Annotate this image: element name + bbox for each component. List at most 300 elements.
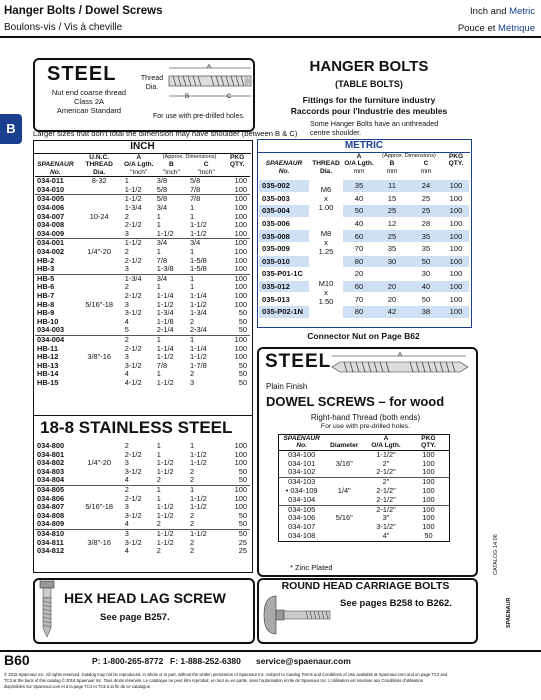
inch-dim-b: 2-1/4 (156, 325, 174, 335)
dowel-qty: 100 (422, 522, 435, 532)
inch-dim-c: 7/8 (189, 184, 201, 194)
ss-part-no: 034-807 (37, 502, 65, 512)
inch-dim-b: 3/4 (155, 239, 188, 248)
inch-dim-c: 1 (189, 211, 195, 221)
metric-dim-c: 40 (409, 280, 443, 293)
col-unit-c: "Inch" (197, 168, 215, 176)
dowel-name: DOWEL SCREWS – for wood (266, 394, 445, 409)
ss-qty: 50 (224, 529, 250, 538)
carriage-bolt-icon (262, 594, 332, 636)
metric-length: 40 (343, 192, 375, 205)
inch-dim-b: 5/8 (156, 184, 168, 194)
inch-part-no: 034-009 (37, 228, 65, 238)
steel-line3: American Standard (56, 106, 122, 115)
inch-dim-b: 1 (156, 369, 161, 379)
col-a: A (136, 154, 142, 161)
inch-dim-c: 1-5/8 (189, 264, 207, 274)
inch-dim-c: 1 (189, 203, 195, 212)
svg-text:A: A (397, 352, 403, 358)
dowel-length: 2-1/2" (364, 505, 408, 514)
ss-dim-c: 1 (189, 441, 195, 450)
inch-dim-c: 7/8 (188, 195, 224, 204)
ss-length: 2 (124, 441, 129, 450)
ss-dim-c: 2 (189, 546, 195, 556)
ss-dim-b: 1 (156, 441, 161, 450)
table-row (35, 353, 250, 362)
metric-length: 60 (343, 230, 375, 243)
footer-rule (0, 650, 541, 652)
ss-dim-b: 1 (155, 485, 188, 494)
inch-part-no: 034-011 (37, 176, 64, 186)
units-metrique-text: Métrique (498, 23, 535, 34)
table-row (35, 301, 250, 310)
steel-title: STEEL (47, 63, 117, 85)
ss-part-no: 034-804 (37, 475, 65, 485)
metric-thread-line: 1.25 (318, 246, 334, 256)
inch-thread (76, 195, 123, 204)
inch-thread (76, 257, 123, 266)
page-title: Hanger Bolts / Dowel Screws (4, 5, 163, 17)
inch-dim-b: 5/8 (155, 195, 188, 204)
ss-qty: 25 (238, 546, 247, 556)
inch-qty: 50 (238, 360, 247, 370)
fitting-en: Fittings for the furniture industry (302, 95, 436, 105)
inch-dim-c: 1-1/2 (189, 228, 207, 238)
dowel-length: 2-1/2" (376, 486, 396, 495)
inch-part-no: 034-007 (37, 211, 65, 221)
inch-dim-c: 1 (189, 246, 195, 256)
mcol-dia: Dia. (319, 167, 333, 175)
metric-part-no: 035-012 (259, 280, 309, 293)
inch-part-no: HB-11 (37, 343, 58, 353)
ss-part-no: 034-802 (37, 458, 65, 468)
table-row (35, 495, 250, 504)
inch-dim-b: 1 (156, 282, 161, 292)
mcol-unit-b: mm (386, 167, 398, 175)
units-metric-text: Metric (509, 6, 535, 17)
inch-thread: 5/16"-18 (85, 299, 114, 309)
footer-email[interactable]: service@spaenaur.com (256, 656, 351, 666)
metric-part-no: 035-P01-1C (259, 268, 309, 281)
ss-length: 4 (124, 519, 129, 529)
steel-line1: Nut end coarse thread (51, 88, 127, 97)
metric-qty: 100 (443, 180, 469, 192)
inch-dim-c: 1-1/2 (189, 352, 207, 362)
table-row (35, 186, 250, 195)
col-olgth: O/A Lgth. (124, 161, 154, 169)
dowel-part-no: 034-107 (288, 522, 316, 532)
fitting-fr: Raccords pour l'Industrie des meubles (290, 106, 448, 116)
inch-dim-b: 1-1/8 (156, 316, 174, 326)
inch-dim-b: 1-1/2 (156, 377, 174, 387)
metric-dim-c: 50 (409, 293, 443, 306)
metric-length: 70 (343, 293, 375, 306)
metric-qty: 100 (443, 192, 469, 205)
ss-dim-c: 1-1/2 (189, 493, 207, 503)
dowel-length: 2-1/2" (376, 467, 396, 477)
ss-length: 3-1/2 (124, 537, 142, 547)
metric-length: 60 (343, 280, 375, 293)
metric-thread-line: M10 (318, 279, 334, 289)
hanger-bolts-subtitle: (TABLE BOLTS) (335, 79, 403, 89)
ss-part-no: 034-805 (35, 485, 76, 494)
shoulder-note: Larger sizes that don't total the dimension may have shoulder (between B & C) (33, 129, 298, 138)
ss-dim-b: 1-1/2 (156, 510, 174, 520)
table-row (35, 485, 250, 494)
ss-dim-c: 1-1/2 (189, 458, 207, 468)
inch-qty: 100 (234, 203, 247, 212)
ss-length: 3-1/2 (124, 510, 142, 520)
table-row (259, 242, 469, 255)
metric-thread-line: x (324, 288, 328, 298)
ss-length: 4 (124, 546, 129, 556)
inch-thread (76, 326, 123, 335)
inch-dim-b: 3/4 (155, 274, 188, 283)
units-pouce-text: Pouce et (457, 23, 499, 34)
mcol-no: No. (278, 167, 290, 175)
inch-part-no: HB-3 (37, 264, 55, 274)
inch-part-no: HB-5 (35, 274, 76, 283)
dowel-part-no: 034-103 (279, 478, 325, 487)
ss-qty: 50 (238, 510, 247, 520)
inch-length: 1 (124, 176, 129, 186)
inch-dim-c: 3/4 (188, 239, 224, 248)
inch-length: 3 (124, 352, 129, 362)
table-row (35, 195, 250, 204)
inch-part-no: HB-2 (37, 255, 55, 265)
dowel-part-no: 034-101 (288, 458, 316, 468)
dowel-diameter (324, 532, 364, 541)
col-c: C (203, 161, 209, 169)
table-row (35, 512, 250, 521)
table-row (35, 221, 250, 230)
inch-qty: 100 (234, 264, 247, 274)
ss-thread (76, 547, 123, 556)
metric-part-no: 035-002 (259, 180, 309, 192)
mcol-approx: (Approx. Dimensions) (382, 153, 436, 159)
col-thread: THREAD (85, 161, 113, 169)
inch-qty: 100 (234, 290, 247, 300)
inch-part-no: HB-10 (37, 316, 59, 326)
metric-qty: 100 (443, 305, 469, 318)
metric-dim-c: 50 (409, 255, 443, 268)
inch-length: 1-3/4 (124, 203, 142, 212)
svg-text:C: C (226, 94, 232, 100)
inch-dim-c: 1-1/2 (189, 220, 207, 230)
table-row (35, 309, 250, 318)
table-row (35, 345, 250, 354)
table-row (259, 255, 469, 268)
metric-thread-line: 1.50 (318, 297, 334, 307)
metric-dim-b: 30 (375, 255, 409, 268)
carriage-title: ROUND HEAD CARRIAGE BOLTS (281, 580, 450, 592)
dowel-qty: 50 (424, 530, 433, 540)
inch-thread (76, 335, 123, 344)
metric-thread-line: 1.00 (318, 202, 334, 212)
inch-header-label: INCH (34, 141, 251, 154)
ss-length: 3-1/2 (124, 466, 142, 476)
inch-dim-c: 2 (189, 316, 195, 326)
inch-part-no: 034-006 (37, 203, 65, 212)
dowel-diameter: 3/16" (335, 458, 353, 468)
inch-dim-b: 1-1/4 (156, 290, 174, 300)
metric-part-no: 035-P02-1N (259, 305, 309, 318)
metric-dim-b: 25 (375, 205, 409, 218)
table-row (35, 326, 250, 335)
dowel-part-no: 034-104 (288, 494, 316, 504)
metric-part-no: 035-008 (259, 230, 309, 243)
inch-part-no: 034-004 (35, 335, 76, 344)
units-inch-text: Inch and (470, 6, 510, 17)
metric-dim-c: 38 (409, 305, 443, 318)
inch-part-no: HB-9 (37, 308, 55, 318)
table-row (35, 335, 250, 344)
dowel-qty: 100 (422, 513, 435, 523)
ss-dim-b: 1-1/2 (156, 458, 174, 468)
ss-thread: 3/8"-16 (87, 537, 111, 547)
metric-qty: 100 (443, 255, 469, 268)
footer-legal-2: TC3 at the back of this catalog © 2018 Spaenaur Inc. Tous droits réservés. Le catalogue ne peut être reproduit, en tout ou en partie, sans l'autorisation écrite de Spaenaur Inc. L'utilisation est soumise aux Conditions d'utilisation (4, 678, 424, 683)
ss-dim-b: 2 (156, 546, 161, 556)
inch-qty: 100 (234, 184, 247, 194)
mcol-c: C (423, 160, 429, 168)
inch-thread (76, 186, 123, 195)
inch-dim-c: 3 (189, 377, 195, 387)
dowel-length: 1-1/2" (376, 449, 396, 459)
ss-thread: 1/4"-20 (87, 458, 111, 468)
inch-length: 2-1/2 (124, 255, 142, 265)
hex-title: HEX HEAD LAG SCREW (64, 590, 226, 606)
dcol-a: A (383, 435, 389, 442)
metric-length: 70 (343, 242, 375, 255)
ss-dim-c: 1 (188, 485, 224, 494)
dowel-length: 2" (364, 478, 408, 487)
dowel-part-no: • 034-109 (285, 486, 318, 495)
inch-qty: 100 (234, 255, 247, 265)
metric-header-label: METRIC (258, 140, 470, 153)
inch-dim-b: 7/8 (156, 255, 168, 265)
inch-length: 2 (124, 211, 129, 221)
inch-part-no: HB-8 (37, 299, 55, 309)
col-pkg: PKG (230, 154, 245, 161)
ss-qty: 50 (238, 466, 247, 476)
connector-note: Connector Nut on Page B62 (307, 331, 420, 341)
dowel-qty: 100 (422, 486, 435, 495)
ss-dim-c: 1-1/2 (188, 529, 224, 538)
inch-part-no: 034-002 (37, 246, 65, 256)
inch-thread (76, 230, 123, 239)
ss-qty: 25 (238, 537, 247, 547)
table-row (279, 532, 450, 541)
inch-length: 3 (124, 299, 129, 309)
dowel-thread-note: Right-hand Thread (both ends) (310, 413, 421, 422)
table-row (35, 177, 250, 186)
inch-qty: 100 (234, 211, 247, 221)
mcol-unit-c: mm (420, 167, 432, 175)
inch-part-no: 034-005 (35, 195, 76, 204)
table-row (35, 468, 250, 477)
inch-qty: 50 (238, 377, 247, 387)
inch-dim-b: 1-1/4 (156, 343, 174, 353)
table-row (35, 248, 250, 257)
dowel-qty: 100 (422, 467, 435, 477)
metric-table-header (259, 153, 469, 175)
ss-length: 2-1/2 (124, 449, 142, 459)
inch-part-no: 034-010 (37, 184, 65, 194)
table-row (259, 180, 469, 192)
steel-note: For use with pre-drilled holes. (153, 113, 245, 120)
inch-dim-c: 1 (188, 274, 224, 283)
ss-qty: 100 (224, 485, 250, 494)
ss-length: 4 (124, 475, 129, 485)
metric-dim-b (375, 268, 409, 281)
metric-thread (309, 217, 343, 267)
ss-dim-c: 1-1/2 (189, 449, 207, 459)
ss-thread: 5/16"-18 (85, 502, 114, 512)
inch-part-no: HB-13 (37, 360, 59, 370)
inch-dim-c: 1-7/8 (189, 360, 207, 370)
ss-part-no: 034-809 (37, 519, 65, 529)
inch-length: 2-1/2 (124, 290, 142, 300)
inch-dim-b: 1-1/2 (156, 299, 174, 309)
table-row (35, 283, 250, 292)
inch-part-no: HB-15 (37, 377, 59, 387)
inch-dim-b: 3/8 (156, 176, 168, 186)
ss-dim-b: 1-1/2 (155, 529, 188, 538)
dowel-note: For use with pre-drilled holes. (320, 423, 411, 430)
inch-length: 1-3/4 (123, 274, 155, 283)
ss-thread (76, 485, 123, 494)
table-row (35, 230, 250, 239)
metric-qty: 100 (443, 230, 469, 243)
ss-thread (76, 476, 123, 485)
metric-length: 80 (343, 255, 375, 268)
table-row (35, 239, 250, 248)
dcol-pkg: PKG (421, 435, 436, 442)
table-row (259, 280, 469, 293)
footer-legal-3: disponibles sur Spaenaur.com et à la page TC4 et TC5 à la fin de ce catalogue. (4, 684, 152, 689)
col-no: No. (50, 168, 61, 176)
inch-dim-b: 3/4 (156, 203, 168, 212)
mcol-a: A (356, 153, 362, 160)
ss-dim-c: 2 (189, 537, 195, 547)
dowel-length: 2-1/2" (376, 494, 396, 504)
inch-thread (76, 318, 123, 327)
metric-dim-b: 20 (375, 280, 409, 293)
inch-length: 2 (123, 335, 155, 344)
ss-part-no: 034-800 (37, 441, 65, 450)
ss-dim-c: 2 (189, 519, 195, 529)
col-qty: QTY. (229, 161, 245, 169)
inch-dim-c: 2 (189, 369, 195, 379)
metric-qty: 100 (443, 205, 469, 218)
lag-screw-icon (38, 580, 56, 638)
ss-qty: 50 (238, 475, 247, 485)
ss-qty: 100 (234, 502, 247, 512)
dowel-qty: 100 (422, 449, 435, 459)
hanger-bolts-title: HANGER BOLTS (309, 58, 429, 75)
dowel-qty: 100 (422, 458, 435, 468)
inch-thread: 8-32 (91, 176, 107, 186)
dowel-length: 4" (382, 530, 390, 540)
table-row (35, 362, 250, 371)
metric-dim-b: 20 (375, 293, 409, 306)
dowel-diameter: 1/4" (337, 486, 351, 495)
inch-dim-b: 1 (156, 211, 161, 221)
inch-thread (76, 265, 123, 274)
table-row (35, 476, 250, 485)
table-row (259, 230, 469, 243)
page-number: B60 (4, 652, 30, 668)
inch-thread (76, 379, 123, 388)
inch-qty: 100 (234, 352, 247, 362)
stainless-table (35, 442, 250, 556)
metric-qty: 100 (443, 293, 469, 306)
table-row (35, 213, 250, 222)
side-brand: SPAENAUR (506, 597, 512, 628)
ss-dim-b: 1-1/2 (156, 466, 174, 476)
inch-thread (76, 362, 123, 371)
dowel-table (278, 434, 450, 542)
inch-dim-b: 1-3/8 (156, 264, 174, 274)
inch-thread (76, 370, 123, 379)
metric-length: 50 (343, 205, 375, 218)
ss-qty: 50 (238, 519, 247, 529)
inch-length: 2-1/2 (124, 343, 142, 353)
inch-qty: 100 (234, 299, 247, 309)
inch-thread (76, 309, 123, 318)
inch-dim-c: 1-1/4 (189, 290, 207, 300)
page-subtitle: Boulons-vis / Vis à cheville (4, 22, 123, 33)
dowel-part-no: 034-106 (288, 513, 316, 523)
metric-part-no: 035-010 (259, 255, 309, 268)
inch-qty: 100 (224, 239, 250, 248)
dowel-qty: 100 (408, 478, 450, 487)
inch-thread: 10-24 (89, 211, 109, 221)
dowel-diameter (324, 496, 364, 505)
table-row (35, 370, 250, 379)
metric-dim-b: 15 (375, 192, 409, 205)
dowel-diameter (324, 468, 364, 477)
inch-part-no: 034-003 (37, 325, 65, 335)
ss-thread (76, 442, 123, 451)
stainless-title: 18-8 STAINLESS STEEL (40, 418, 233, 437)
side-catalog: CATALOG 14.06 (493, 534, 499, 575)
dowel-part-no: 034-108 (288, 530, 316, 540)
inch-dim-c: 1 (189, 282, 195, 292)
inch-dim-b: 1 (156, 220, 161, 230)
mcol-pkg: PKG (448, 153, 464, 160)
metric-dim-c: 28 (409, 217, 443, 230)
metric-part-no: 035-013 (259, 293, 309, 306)
inch-part-no: HB-14 (37, 369, 59, 379)
inch-table (35, 154, 250, 387)
dowel-part-no: 034-105 (279, 505, 325, 514)
ss-thread (76, 520, 123, 529)
footer-phone: P: 1-800-265-8772 (92, 656, 164, 666)
mcol-thread: THREAD (312, 160, 340, 168)
inch-length: 4 (124, 316, 129, 326)
dcol-diameter: Diameter (330, 442, 359, 450)
metric-length: 80 (343, 305, 375, 318)
inch-part-no: HB-12 (37, 352, 59, 362)
ss-dim-c: 2 (189, 510, 195, 520)
dowel-part-no: 034-102 (288, 467, 316, 477)
metric-part-no: 035-003 (259, 192, 309, 205)
metric-thread-line: M6 (320, 184, 332, 194)
table-row (35, 318, 250, 327)
dcol-no: No. (296, 442, 307, 450)
